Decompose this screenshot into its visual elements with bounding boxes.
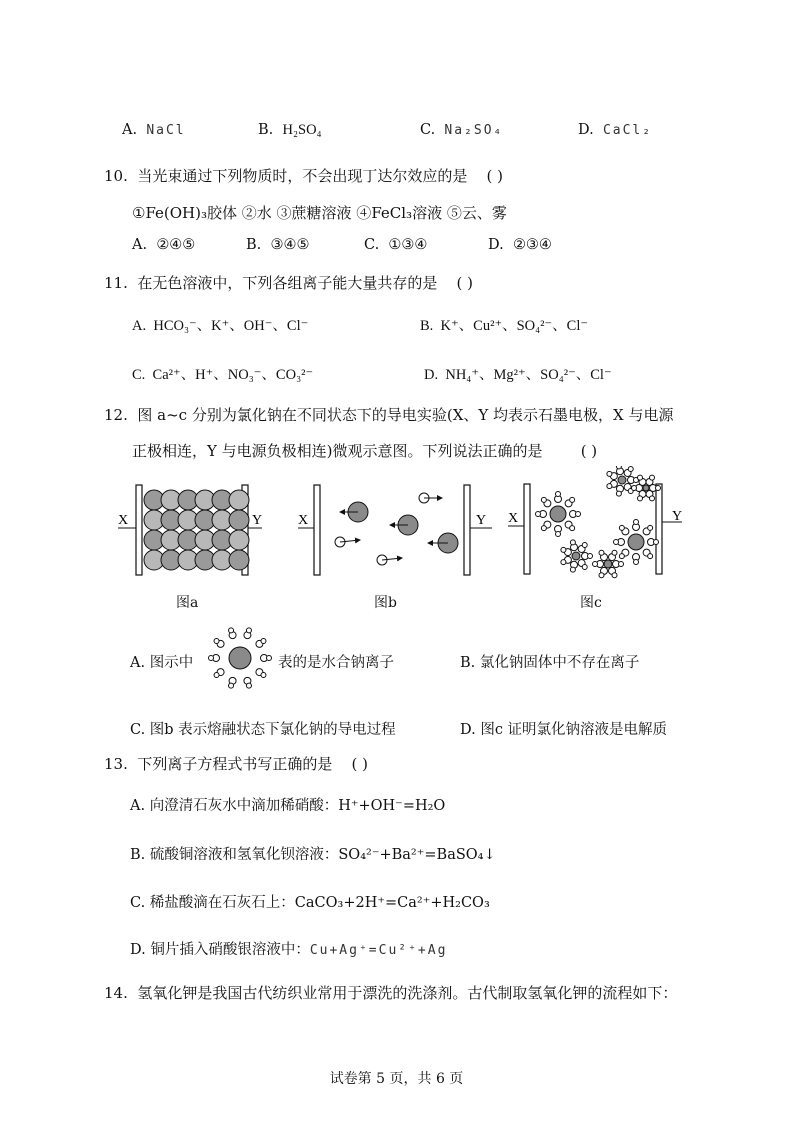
q10-option-b: B. ③④⑤ (246, 237, 310, 253)
q11-option-d: D. NH₄⁺、Mg²⁺、SO₄²⁻、Cl⁻ (424, 367, 612, 383)
figure-c-caption: 图c (580, 595, 602, 611)
ion-lattice (144, 490, 249, 570)
q10-option-a: A. ②④⑤ (132, 237, 196, 253)
hydrated-sodium-ion-icon (204, 622, 276, 694)
hydrated-ions (536, 466, 661, 578)
figure-c (506, 466, 686, 582)
q9-option-d: D. CaCl₂ (578, 122, 653, 138)
q12-option-c: C. 图b 表示熔融状态下氯化钠的导电过程 (130, 722, 396, 738)
figure-b-caption: 图b (374, 595, 397, 611)
q11-option-c: C. Ca²⁺、H⁺、NO₃⁻、CO₃²⁻ (132, 367, 314, 383)
q13-option-a: A. 向澄清石灰水中滴加稀硝酸：H⁺+OH⁻=H₂O (130, 798, 446, 814)
electrode-y-label: Y (252, 513, 263, 528)
figure-b (296, 480, 496, 580)
q12-stem-line2: 正极相连，Y 与电源负极相连)微观示意图。下列说法正确的是 ( ) (132, 442, 598, 460)
q13-option-c: C. 稀盐酸滴在石灰石上：CaCO₃+2H⁺=Ca²⁺+H₂CO₃ (130, 895, 490, 911)
q14-stem: 14. 氢氧化钾是我国古代纺织业常用于漂洗的洗涤剂。古代制取氢氧化钾的流程如下： (104, 984, 678, 1002)
svg-text:Y: Y (476, 513, 487, 528)
figure-a (116, 480, 266, 580)
q13-option-d: D. 铜片插入硝酸银溶液中：Cu+Ag⁺=Cu²⁺+Ag (130, 942, 448, 958)
q11-option-a: A. HCO₃⁻、K⁺、OH⁻、Cl⁻ (132, 318, 309, 334)
page-footer: 试卷第 5 页，共 6 页 (329, 1071, 464, 1087)
q9-option-a: A. NaCl (122, 122, 186, 138)
q12-option-a-prefix: A. 图示中 (130, 655, 194, 671)
q12-option-b: B. 氯化钠固体中不存在离子 (460, 655, 640, 671)
q13-stem: 13. 下列离子方程式书写正确的是 ( ) (104, 755, 368, 773)
svg-text:X: X (508, 511, 519, 526)
q10-option-c: C. ①③④ (364, 237, 428, 253)
figure-a-caption: 图a (176, 595, 199, 611)
electrode-x (136, 485, 142, 575)
q10-stem: 10. 当光束通过下列物质时，不会出现丁达尔效应的是 ( ) (104, 167, 503, 185)
q12-option-a-suffix: 表的是水合钠离子 (278, 655, 394, 671)
q9-option-c: C. Na₂SO₄ (420, 122, 504, 138)
q12-option-d: D. 图c 证明氯化钠溶液是电解质 (460, 722, 668, 738)
q9-option-b: B. H₂SO₄ (258, 122, 322, 138)
q12-stem-line1: 12. 图 a~c 分别为氯化钠在不同状态下的导电实验(X、Y 均表示石墨电极，X 与电源 (104, 406, 674, 424)
q11-stem: 11. 在无色溶液中，下列各组离子能大量共存的是 ( ) (104, 274, 473, 292)
q13-option-b: B. 硫酸铜溶液和氢氧化钡溶液：SO₄²⁻+Ba²⁺=BaSO₄↓ (130, 847, 496, 863)
svg-text:Y: Y (672, 509, 683, 524)
q10-option-d: D. ②③④ (488, 237, 552, 253)
q11-option-b: B. K⁺、Cu²⁺、SO₄²⁻、Cl⁻ (420, 318, 589, 334)
svg-text:X: X (298, 513, 309, 528)
electrode-x-label: X (118, 513, 129, 528)
q10-items: ①Fe(OH)₃胶体 ②水 ③蔗糖溶液 ④FeCl₃溶液 ⑤云、雾 (132, 204, 507, 222)
